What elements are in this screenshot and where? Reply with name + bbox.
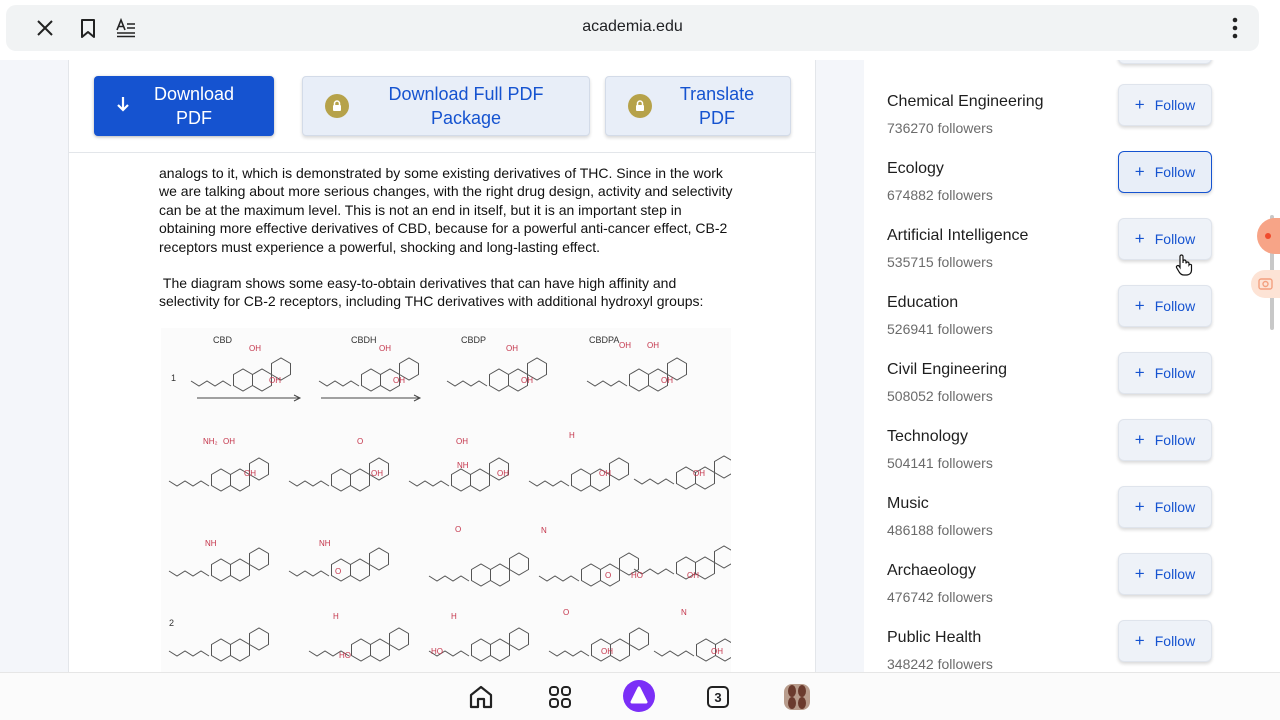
topic-name[interactable]: Civil Engineering bbox=[887, 361, 1008, 378]
topic-name[interactable]: Technology bbox=[887, 428, 968, 445]
topics-sidebar[interactable] bbox=[864, 60, 1270, 672]
chemical-structures-diagram bbox=[161, 328, 731, 672]
compound-label: CBD bbox=[213, 335, 233, 345]
follow-button[interactable] bbox=[1118, 620, 1212, 662]
follow-label: Follow bbox=[1154, 432, 1196, 448]
browser-address-bar bbox=[6, 5, 1259, 51]
atom-label: O bbox=[563, 608, 570, 617]
url-text[interactable]: academia.edu bbox=[582, 18, 683, 35]
follow-label: Follow bbox=[1154, 365, 1196, 381]
atom-label: NH bbox=[319, 539, 331, 548]
row-number: 2 bbox=[169, 618, 175, 628]
topic-followers: 508052 followers bbox=[887, 388, 993, 404]
tabs-icon[interactable] bbox=[704, 683, 732, 711]
atom-label: OH bbox=[711, 647, 723, 656]
atom-label: HO bbox=[339, 651, 351, 660]
atom-label: N bbox=[541, 526, 547, 535]
download-full-pdf-label: Download Full PDF Package bbox=[388, 84, 544, 128]
molecule-structure bbox=[309, 628, 409, 661]
bottom-navigation bbox=[0, 672, 1280, 720]
molecule-structure bbox=[429, 628, 529, 661]
profile-icon[interactable] bbox=[783, 683, 811, 711]
topic-followers: 476742 followers bbox=[887, 589, 993, 605]
atom-label: O bbox=[605, 571, 612, 580]
topic-followers: 736270 followers bbox=[887, 120, 993, 136]
download-full-pdf-button[interactable] bbox=[302, 76, 590, 136]
follow-button[interactable] bbox=[1118, 218, 1212, 260]
follow-button[interactable] bbox=[1118, 352, 1212, 394]
atom-label: OH bbox=[497, 469, 509, 478]
atom-label: OH bbox=[269, 376, 281, 385]
atom-label: OH bbox=[393, 376, 405, 385]
plus-icon: + bbox=[1134, 162, 1145, 181]
follow-button[interactable] bbox=[1118, 419, 1212, 461]
body-paragraph: analogs to it, which is demonstrated by some existing derivatives of THC. Since in the work we are talking about more serious changes, with the right drug design, activity and selectivity can be at the maximum level. This is not an end in itself, but it is an important step in obtaining more effective derivatives of CBD, because for a powerful anti-cancer effect, CB-2 receptors must experience a powerful, shocking and long-lasting effect. bbox=[159, 165, 733, 255]
atom-label: OH bbox=[599, 469, 611, 478]
compound-label: CBDPA bbox=[589, 335, 620, 345]
topic-item bbox=[887, 227, 1247, 287]
topic-name[interactable]: Artificial Intelligence bbox=[887, 227, 1029, 244]
body-paragraph: The diagram shows some easy-to-obtain derivatives that can have high affinity and selectivity for CB-2 receptors, including THC derivatives with additional hydroxyl groups: bbox=[159, 275, 704, 310]
topic-item bbox=[887, 294, 1247, 354]
plus-icon: + bbox=[1134, 564, 1145, 583]
topic-followers: 535715 followers bbox=[887, 254, 993, 270]
atom-label: OH bbox=[371, 469, 383, 478]
molecule-structure bbox=[634, 546, 731, 579]
translate-pdf-button[interactable] bbox=[605, 76, 791, 136]
compound-label: CBDH bbox=[351, 335, 377, 345]
topic-followers: 504141 followers bbox=[887, 455, 993, 471]
follow-label: Follow bbox=[1154, 298, 1196, 314]
atom-label: NH bbox=[457, 461, 469, 470]
topic-item bbox=[887, 428, 1247, 488]
page-margin-right bbox=[816, 60, 864, 672]
follow-label: Follow bbox=[1154, 499, 1196, 515]
topic-item bbox=[887, 93, 1247, 153]
topic-name[interactable]: Ecology bbox=[887, 160, 944, 177]
follow-label: Follow bbox=[1154, 633, 1196, 649]
atom-label: OH bbox=[601, 647, 613, 656]
floating-camera-button[interactable] bbox=[1251, 270, 1280, 298]
molecule-structure bbox=[654, 628, 731, 661]
atom-label: O bbox=[335, 567, 342, 576]
follow-button[interactable] bbox=[1118, 553, 1212, 595]
apps-grid-icon[interactable] bbox=[546, 683, 574, 711]
row-number: 1 bbox=[171, 373, 177, 383]
molecule-structure bbox=[539, 553, 639, 586]
compound-label: CBDP bbox=[461, 335, 487, 345]
follow-button[interactable] bbox=[1118, 84, 1212, 126]
atom-label: OH bbox=[521, 376, 533, 385]
translate-pdf-label: Translate PDF bbox=[679, 84, 755, 128]
atom-label: NH₂ bbox=[203, 437, 218, 446]
molecule-structure bbox=[191, 358, 291, 391]
topic-followers: 348242 followers bbox=[887, 656, 993, 672]
topic-item bbox=[887, 495, 1247, 555]
lock-icon bbox=[325, 94, 349, 118]
follow-button[interactable] bbox=[1118, 151, 1212, 193]
topic-item bbox=[887, 160, 1247, 220]
topic-name[interactable]: Archaeology bbox=[887, 562, 976, 579]
follow-label: Follow bbox=[1154, 164, 1196, 180]
follow-button-partial[interactable] bbox=[1118, 60, 1212, 64]
plus-icon: + bbox=[1134, 296, 1145, 315]
topic-name[interactable]: Education bbox=[887, 294, 959, 311]
atom-label: HO bbox=[431, 647, 443, 656]
molecule-structure bbox=[447, 358, 547, 391]
download-arrow-icon bbox=[116, 94, 130, 118]
hand-cursor-icon bbox=[1175, 254, 1193, 281]
topic-name[interactable]: Chemical Engineering bbox=[887, 93, 1044, 110]
plus-icon: + bbox=[1134, 229, 1145, 248]
download-pdf-label: Download PDF bbox=[153, 84, 235, 128]
tab-count: 3 bbox=[707, 686, 729, 708]
document-viewer[interactable] bbox=[68, 60, 816, 672]
topic-item bbox=[887, 562, 1247, 622]
molecule-structure bbox=[529, 458, 629, 491]
page-margin-left bbox=[0, 60, 68, 672]
lock-icon bbox=[628, 94, 652, 118]
assistant-icon[interactable] bbox=[622, 679, 656, 713]
molecule-structure bbox=[634, 456, 731, 489]
atom-label: O bbox=[455, 525, 462, 534]
topic-followers: 486188 followers bbox=[887, 522, 993, 538]
topic-item bbox=[887, 629, 1247, 672]
atom-label: OH bbox=[619, 341, 631, 350]
molecule-structure bbox=[169, 628, 269, 661]
download-toolbar bbox=[69, 60, 816, 153]
atom-label: OH bbox=[647, 341, 659, 350]
home-icon[interactable] bbox=[467, 683, 495, 711]
chemical-structures-figure bbox=[161, 328, 731, 672]
atom-label: O bbox=[357, 437, 364, 446]
atom-label: HO bbox=[631, 571, 643, 580]
floating-record-button[interactable] bbox=[1257, 218, 1280, 254]
topic-followers: 674882 followers bbox=[887, 187, 993, 203]
atom-label: OH bbox=[223, 437, 235, 446]
topic-name[interactable]: Public Health bbox=[887, 629, 982, 646]
topic-name[interactable]: Music bbox=[887, 495, 929, 512]
molecule-structure bbox=[549, 628, 649, 661]
follow-label: Follow bbox=[1154, 97, 1196, 113]
molecule-structure bbox=[319, 358, 419, 391]
plus-icon: + bbox=[1134, 363, 1145, 382]
more-vert-icon[interactable] bbox=[1223, 16, 1247, 40]
atom-label: OH bbox=[244, 469, 256, 478]
molecule-structure bbox=[289, 548, 389, 581]
atom-label: OH bbox=[506, 344, 518, 353]
atom-label: H bbox=[451, 612, 457, 621]
atom-label: OH bbox=[687, 571, 699, 580]
atom-label: H bbox=[569, 431, 575, 440]
download-pdf-button[interactable] bbox=[94, 76, 274, 136]
topic-item bbox=[887, 361, 1247, 421]
atom-label: OH bbox=[379, 344, 391, 353]
atom-label: OH bbox=[661, 376, 673, 385]
plus-icon: + bbox=[1134, 95, 1145, 114]
plus-icon: + bbox=[1134, 631, 1145, 650]
molecule-structure bbox=[169, 548, 269, 581]
atom-label: NH bbox=[205, 539, 217, 548]
atom-label: N bbox=[681, 608, 687, 617]
molecule-structure bbox=[587, 358, 687, 391]
follow-label: Follow bbox=[1154, 231, 1196, 247]
atom-label: H bbox=[333, 612, 339, 621]
follow-button[interactable] bbox=[1118, 486, 1212, 528]
follow-label: Follow bbox=[1154, 566, 1196, 582]
atom-label: OH bbox=[456, 437, 468, 446]
follow-button[interactable] bbox=[1118, 285, 1212, 327]
topic-followers: 526941 followers bbox=[887, 321, 993, 337]
molecule-structure bbox=[429, 553, 529, 586]
atom-label: OH bbox=[693, 469, 705, 478]
plus-icon: + bbox=[1134, 430, 1145, 449]
atom-label: OH bbox=[249, 344, 261, 353]
plus-icon: + bbox=[1134, 497, 1145, 516]
